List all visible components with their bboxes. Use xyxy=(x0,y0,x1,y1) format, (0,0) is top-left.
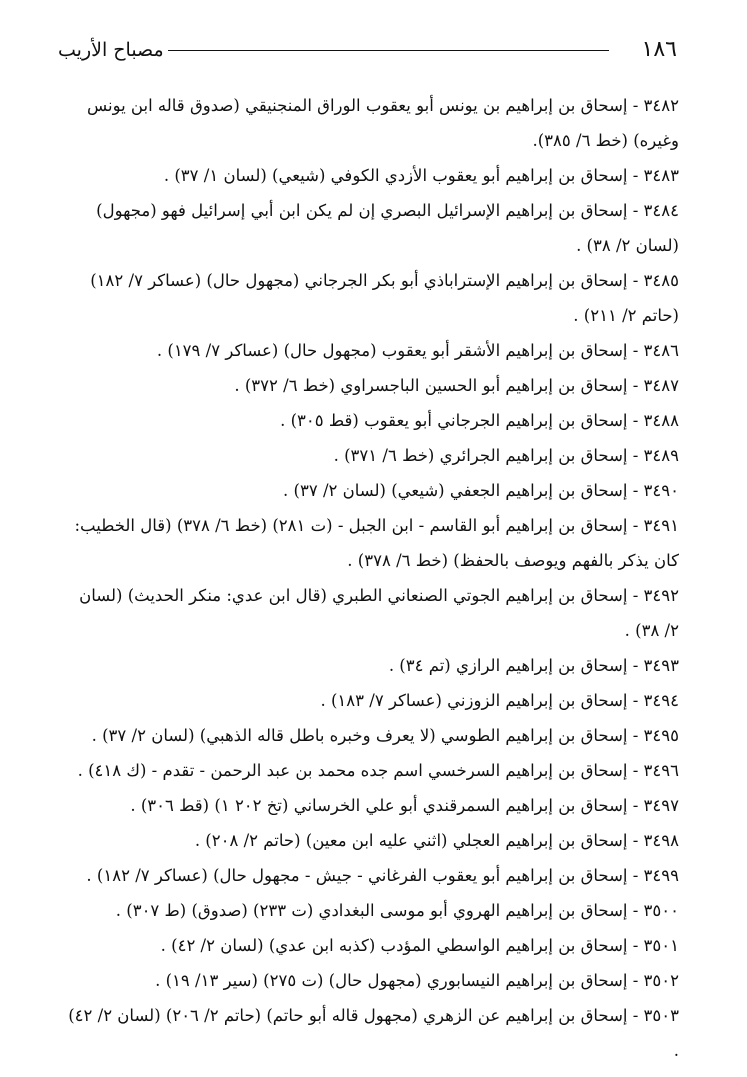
entry-text: - إسحاق بن إبراهيم الإسرائيل البصري إن لم يكن ابن أبي إسرائيل فهو (مجهول) (لسان ٢/ ٣٨) . xyxy=(96,201,679,255)
entry-text: - إسحاق بن إبراهيم الجعفي (شيعي) (لسان ٢/ ٣٧) . xyxy=(283,481,644,500)
entry-number: ٣٤٩٧ xyxy=(643,796,679,815)
entry-number: ٣٤٩٩ xyxy=(643,866,679,885)
entry-number: ٣٤٩٨ xyxy=(643,831,679,850)
list-item xyxy=(62,263,679,333)
list-item xyxy=(62,823,679,858)
entry-number: ٣٤٩٢ xyxy=(643,586,679,605)
list-item xyxy=(62,683,679,718)
list-item xyxy=(62,438,679,473)
list-item xyxy=(62,963,679,998)
page-header xyxy=(58,36,677,64)
list-item xyxy=(62,578,679,648)
entry-text: - إسحاق بن إبراهيم الأشقر أبو يعقوب (مجهول حال) (عساكر ٧/ ١٧٩) . xyxy=(156,341,644,360)
entry-text: - إسحاق بن إبراهيم الجرائري (خط ٦/ ٣٧١) . xyxy=(333,446,644,465)
entry-number: ٣٤٩٤ xyxy=(643,691,679,710)
entry-number: ٣٥٠٢ xyxy=(643,971,679,990)
entry-number: ٣٤٨٣ xyxy=(643,166,679,185)
entry-text: - إسحاق بن إبراهيم الزوزني (عساكر ٧/ ١٨٣) . xyxy=(320,691,644,710)
entry-text: - إسحاق بن إبراهيم النيسابوري (مجهول حال) (ت ٢٧٥) (سير ١٣/ ١٩) . xyxy=(155,971,644,990)
entry-text: - إسحاق بن إبراهيم الواسطي المؤدب (كذبه ابن عدي) (لسان ٢/ ٤٢) . xyxy=(160,936,644,955)
entry-text: - إسحاق بن إبراهيم أبو يعقوب الأزدي الكوفي (شيعي) (لسان ١/ ٣٧) . xyxy=(163,166,644,185)
list-item xyxy=(62,788,679,823)
entry-text: - إسحاق بن إبراهيم الهروي أبو موسى البغدادي (ت ٢٣٣) (صدوق) (ط ٣٠٧) . xyxy=(115,901,644,920)
entry-number: ٣٤٩٠ xyxy=(643,481,679,500)
list-item xyxy=(62,333,679,368)
header-rule xyxy=(168,50,609,51)
entry-number: ٣٤٨٨ xyxy=(643,411,679,430)
entry-number: ٣٥٠٣ xyxy=(643,1006,679,1025)
list-item xyxy=(62,158,679,193)
entry-number: ٣٤٨٩ xyxy=(643,446,679,465)
entry-text: - إسحاق بن إبراهيم بن يونس أبو يعقوب الوراق المنجنيقي (صدوق قاله ابن يونس وغيره) (خط ٦/ ٣٨٥). xyxy=(86,96,679,150)
entry-text: - إسحاق بن إبراهيم الطوسي (لا يعرف وخبره باطل قاله الذهبي) (لسان ٢/ ٣٧) . xyxy=(91,726,644,745)
list-item xyxy=(62,88,679,158)
list-item xyxy=(62,858,679,893)
entry-text: - إسحاق بن إبراهيم العجلي (اثني عليه ابن معين) (حاتم ٢/ ٢٠٨) . xyxy=(194,831,644,850)
entry-text: - إسحاق بن إبراهيم السرخسي اسم جده محمد بن عبد الرحمن - تقدم - (ك ٤١٨) . xyxy=(77,761,644,780)
entry-number: ٣٤٨٧ xyxy=(643,376,679,395)
list-item xyxy=(62,753,679,788)
entry-number: ٣٤٨٦ xyxy=(643,341,679,360)
entry-text: - إسحاق بن إبراهيم عن الزهري (مجهول قاله أبو حاتم) (حاتم ٢/ ٢٠٦) (لسان ٢/ ٤٢) . xyxy=(68,1006,679,1060)
entry-number: ٣٥٠٠ xyxy=(643,901,679,920)
entry-text: - إسحاق بن إبراهيم الجرجاني أبو يعقوب (قط ٣٠٥) . xyxy=(280,411,644,430)
entry-number: ٣٤٨٢ xyxy=(643,96,679,115)
entry-text: - إسحاق بن إبراهيم أبو الحسين الباجسراوي (خط ٦/ ٣٧٢) . xyxy=(234,376,644,395)
entry-text: - إسحاق بن إبراهيم السمرقندي أبو علي الخرساني (تخ ٢٠٢ ١) (قط ٣٠٦) . xyxy=(130,796,644,815)
entry-text: - إسحاق بن إبراهيم الرازي (تم ٣٤) . xyxy=(388,656,644,675)
entry-text: - إسحاق بن إبراهيم الإستراباذي أبو بكر الجرجاني (مجهول حال) (عساكر ٧/ ١٨٢) (حاتم ٢/ ٢١١) . xyxy=(90,271,679,325)
entry-text: - إسحاق بن إبراهيم الجوتي الصنعاني الطبري (قال ابن عدي: منكر الحديث) (لسان ٢/ ٣٨) . xyxy=(79,586,679,640)
entry-number: ٣٤٩١ xyxy=(643,516,679,535)
list-item xyxy=(62,508,679,578)
list-item xyxy=(62,368,679,403)
page-number: ١٨٦ xyxy=(641,37,677,62)
book-title: مصباح الأريب xyxy=(58,39,164,61)
entry-number: ٣٤٩٣ xyxy=(643,656,679,675)
entry-number: ٣٤٩٥ xyxy=(643,726,679,745)
list-item xyxy=(62,403,679,438)
list-item xyxy=(62,473,679,508)
entry-text: - إسحاق بن إبراهيم أبو يعقوب الفرغاني - جيش - مجهول حال) (عساكر ٧/ ١٨٢) . xyxy=(86,866,644,885)
entry-list xyxy=(62,88,679,1068)
entry-number: ٣٤٨٥ xyxy=(643,271,679,290)
list-item xyxy=(62,718,679,753)
list-item xyxy=(62,193,679,263)
list-item xyxy=(62,998,679,1068)
list-item xyxy=(62,648,679,683)
entry-number: ٣٥٠١ xyxy=(643,936,679,955)
entry-number: ٣٤٩٦ xyxy=(643,761,679,780)
entry-text: - إسحاق بن إبراهيم أبو القاسم - ابن الجبل - (ت ٢٨١) (خط ٦/ ٣٧٨) (قال الخطيب: كان يذكر بالفهم ويوصف بالحفظ) (خط ٦/ ٣٧٨) . xyxy=(74,516,679,570)
entry-number: ٣٤٨٤ xyxy=(643,201,679,220)
list-item xyxy=(62,893,679,928)
list-item xyxy=(62,928,679,963)
